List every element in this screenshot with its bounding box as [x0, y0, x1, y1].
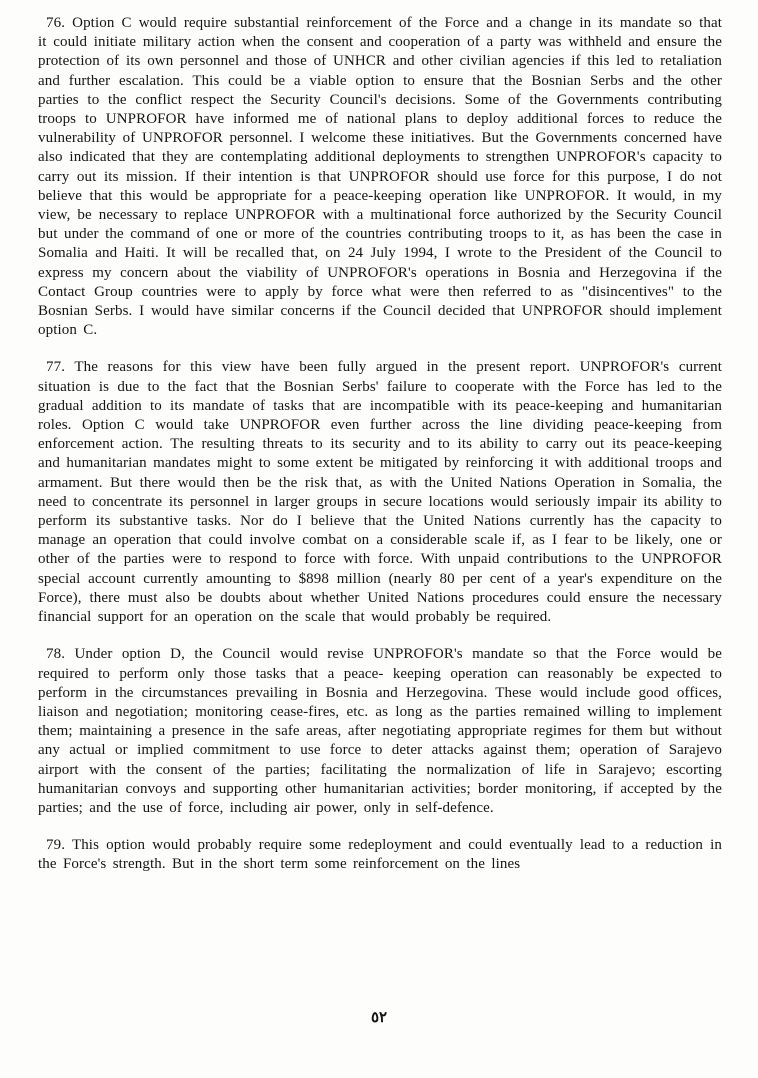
- paragraph-79: 79. This option would probably require some redeployment and could eventually lead to a reduction in the Force's strength. But in the short term some reinforcement on the lines: [38, 837, 722, 873]
- page-number: ٥٢: [370, 1010, 388, 1026]
- paragraph-76: 76. Option C would require substantial reinforcement of the Force and a change in its mandate so that it could initiate military action when the consent and cooperation of a party was withheld and ensure the protection of its own personnel and those of UNHCR and other civilian agencies if this led to retaliation and further escalation. This could be a viable option to ensure that the Bosnian Serbs and the other parties to the conflict respect the Security Council's decisions. Some of the Governments contributing troops to UNPROFOR have informed me of national plans to deploy additional forces to reduce the vulnerability of UNPROFOR personnel. I welcome these initiatives. But the Governments concerned have also indicated that they are contemplating additional deployments to strengthen UNPROFOR's capacity to carry out its mission. If their intention is that UNPROFOR should use force for this purpose, I do not believe that this would be appropriate for a peace-keeping operation like UNPROFOR. It would, in my view, be necessary to replace UNPROFOR with a multinational force authorized by the Security Council but under the command of one or more of the countries contributing troops to it, as has been the case in Somalia and Haiti. It will be recalled that, on 24 July 1994, I wrote to the President of the Council to express my concern about the viability of UNPROFOR's operations in Bosnia and Herzegovina if the Contact Group countries were to apply by force what were then referred to as "disincentives" to the Bosnian Serbs. I would have similar concerns if the Council decided that UNPROFOR should implement option C.: [38, 15, 722, 339]
- paragraph-78: 78. Under option D, the Council would revise UNPROFOR's mandate so that the Force would be required to perform only those tasks that a peace- keeping operation can reasonably be expected to perform in the circumstances prevailing in Bosnia and Herzegovina. These would include good offices, liaison and negotiation; monitoring cease-fires, etc. as long as the parties remained willing to implement them; maintaining a presence in the safe areas, after negotiating appropriate regimes for them but without any actual or implied commitment to use force to deter attacks against them; operation of Sarajevo airport with the consent of the parties; facilitating the normalization of life in Sarajevo; escorting humanitarian convoys and supporting other humanitarian activities; border monitoring, if accepted by the parties; and the use of force, including air power, only in self-defence.: [38, 646, 722, 816]
- document-text-block: [38, 14, 722, 893]
- paragraph-77: 77. The reasons for this view have been fully argued in the present report. UNPROFOR's current situation is due to the fact that the Bosnian Serbs' failure to cooperate with the Force has led to the gradual addition to its mandate of tasks that are incompatible with its peace-keeping and humanitarian roles. Option C would take UNPROFOR even further across the line dividing peace-keeping from enforcement action. The resulting threats to its security and to its ability to carry out its peace-keeping and humanitarian mandates might to some extent be mitigated by reinforcing it with additional troops and armament. But there would then be the risk that, as with the United Nations Operation in Somalia, the need to concentrate its personnel in larger groups in secure locations would seriously impair its ability to perform its substantive tasks. Nor do I believe that the United Nations currently has the capacity to manage an operation that could involve combat on a considerable scale if, as I fear to be likely, one or other of the parties were to respond to force with force. With unpaid contributions to the UNPROFOR special account currently amounting to $898 million (nearly 80 per cent of a year's expenditure on the Force), there must also be doubts about whether United Nations procedures could ensure the necessary financial support for an operation on the scale that would probably be required.: [38, 359, 722, 626]
